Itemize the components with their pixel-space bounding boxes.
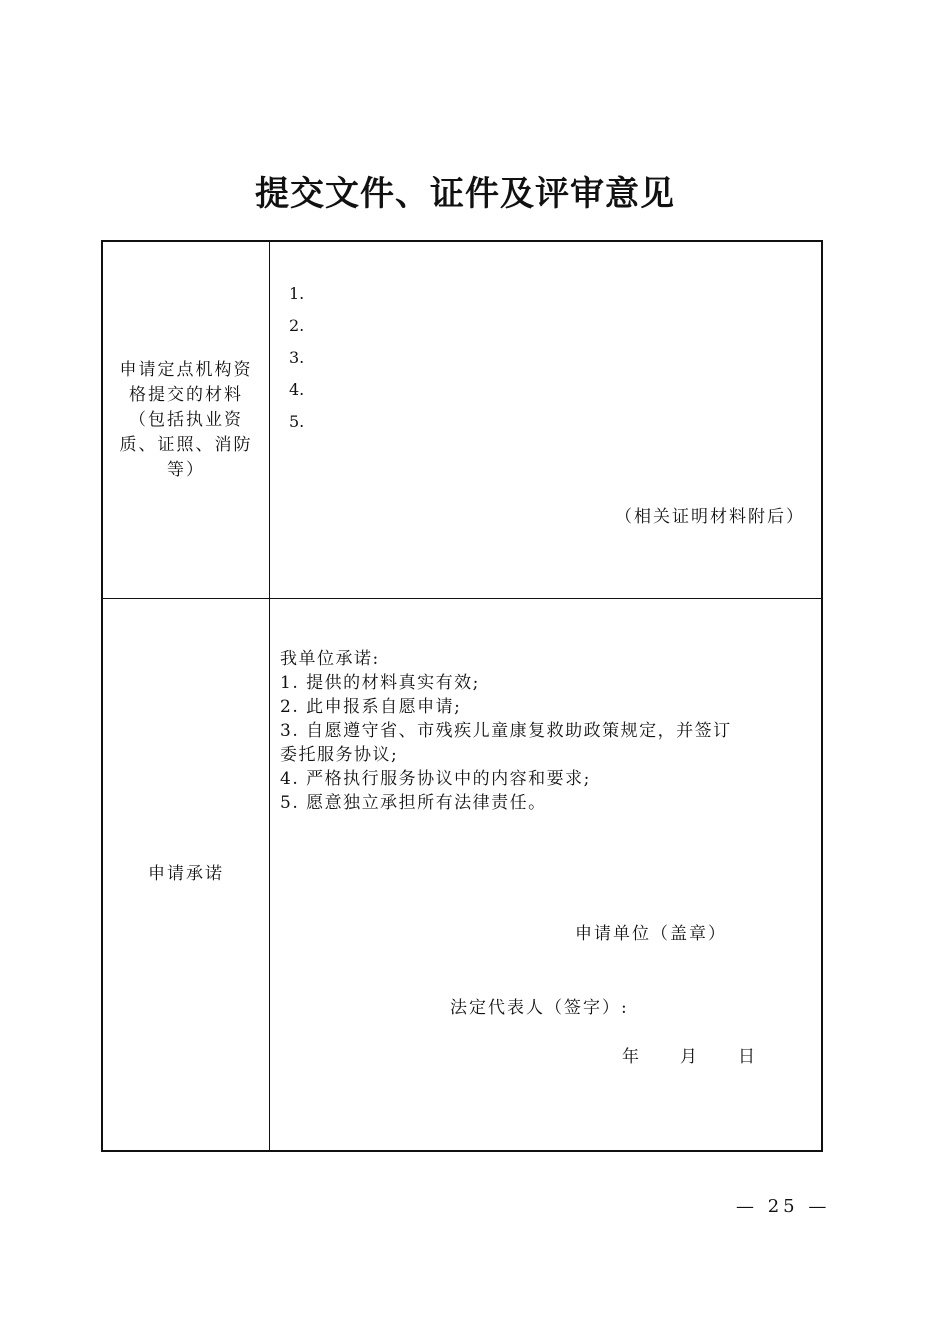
materials-item-2[interactable]: 2. [289, 316, 305, 335]
promise-item-4: 4. 严格执行服务协议中的内容和要求; [280, 769, 591, 789]
promise-item-3: 3. 自愿遵守省、市残疾儿童康复救助政策规定，并签订委托服务协议; [280, 721, 732, 765]
promise-label-cell [103, 599, 270, 1150]
promise-text-block [280, 647, 750, 815]
materials-label-cell [103, 242, 270, 598]
materials-list [289, 282, 304, 442]
seal-field[interactable]: 申请单位（盖章） [575, 924, 727, 944]
promise-label: 申请承诺 [148, 864, 224, 884]
date-year-label: 年 [622, 1047, 639, 1067]
promise-row [103, 599, 821, 1150]
promise-content-cell [270, 599, 821, 1150]
date-day-label: 日 [738, 1047, 755, 1067]
date-month-label: 月 [680, 1047, 697, 1067]
materials-item-3[interactable]: 3. [289, 348, 305, 367]
page-number: — 25 — [736, 1196, 831, 1217]
signature-field[interactable]: 法定代表人（签字）: [450, 998, 629, 1018]
promise-item-1: 1. 提供的材料真实有效; [280, 673, 480, 693]
materials-row [103, 242, 821, 599]
promise-item-2: 2. 此申报系自愿申请; [280, 697, 462, 717]
date-field[interactable] [622, 1042, 796, 1067]
materials-content-cell[interactable] [270, 242, 821, 598]
materials-label: 申请定点机构资格提交的材料（包括执业资质、证照、消防等） [119, 359, 253, 480]
promise-item-5: 5. 愿意独立承担所有法律责任。 [280, 793, 547, 813]
materials-item-4[interactable]: 4. [289, 380, 305, 399]
attachment-note: （相关证明材料附后） [615, 507, 805, 527]
page-title: 提交文件、证件及评审意见 [255, 174, 675, 214]
promise-intro: 我单位承诺: [280, 649, 380, 669]
review-form-table [101, 240, 823, 1152]
materials-item-1[interactable]: 1. [289, 284, 305, 303]
materials-item-5[interactable]: 5. [289, 412, 305, 431]
